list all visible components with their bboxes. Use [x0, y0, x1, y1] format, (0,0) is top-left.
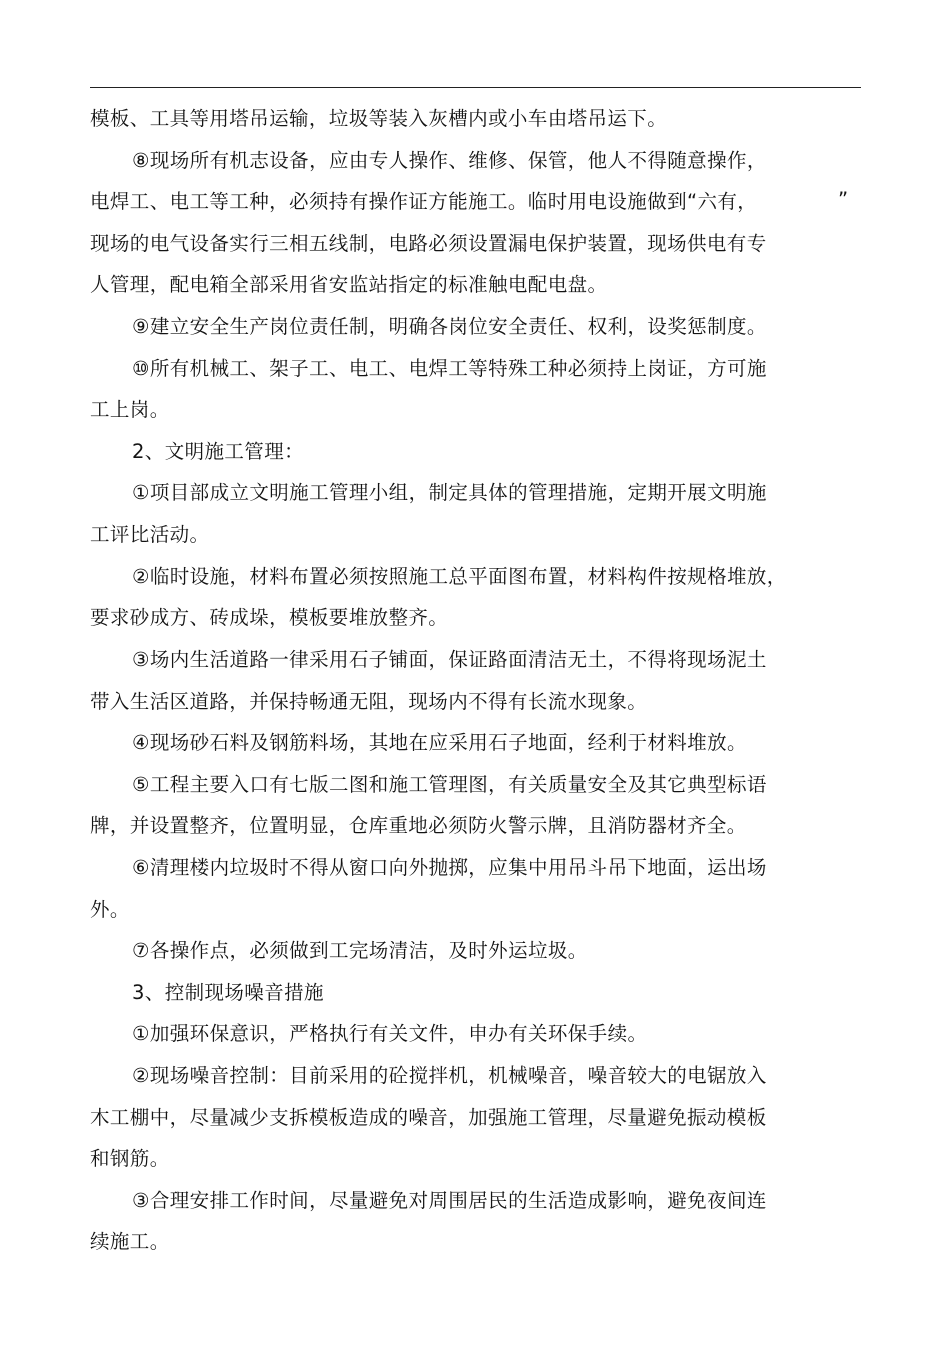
text-line: 人管理，配电箱全部采用省安监站指定的标准触电配电盘。	[90, 273, 608, 296]
text-line: ⑥清理楼内垃圾时不得从窗口向外抛掷，应集中用吊斗吊下地面，运出场	[132, 856, 767, 879]
text-line: ⑤工程主要入口有七版二图和施工管理图，有关质量安全及其它典型标语	[132, 773, 767, 796]
text-line: 牌，并设置整齐，位置明显，仓库重地必须防火警示牌，且消防器材齐全。	[90, 814, 747, 837]
text-line: 工评比活动。	[90, 523, 210, 546]
text-line: 带入生活区道路，并保持畅通无阻，现场内不得有长流水现象。	[90, 690, 648, 713]
text-line: ②现场噪音控制：目前采用的砼搅拌机，机械噪音，噪音较大的电锯放入	[132, 1064, 767, 1087]
text-line: 续施工。	[90, 1230, 170, 1253]
section-heading: 3、控制现场噪音措施	[132, 981, 324, 1004]
text-line: 工上岗。	[90, 398, 170, 421]
text-line: ①项目部成立文明施工管理小组，制定具体的管理措施，定期开展文明施	[132, 481, 767, 504]
text-line: ④现场砂石料及钢筋料场，其地在应采用石子地面，经利于材料堆放。	[132, 731, 747, 754]
text-line: 现场的电气设备实行三相五线制，电路必须设置漏电保护装置，现场供电有专	[90, 232, 767, 255]
text-line: 电焊工、电工等工种，必须持有操作证方能施工。临时用电设施做到“六有，	[90, 190, 758, 213]
text-line: ③合理安排工作时间，尽量避免对周围居民的生活造成影响，避免夜间连	[132, 1189, 767, 1212]
text-line: 和钢筋。	[90, 1147, 170, 1170]
text-line: ⑦各操作点，必须做到工完场清洁，及时外运垃圾。	[132, 939, 588, 962]
text-line: ①加强环保意识，严格执行有关文件，申办有关环保手续。	[132, 1022, 648, 1045]
text-line: 外。	[90, 898, 130, 921]
header-rule	[90, 87, 861, 88]
text-line: 要求砂成方、砖成垛，模板要堆放整齐。	[90, 606, 449, 629]
text-line: 模板、工具等用塔吊运输，垃圾等装入灰槽内或小车由塔吊运下。	[90, 107, 668, 130]
section-heading: 2、文明施工管理：	[132, 440, 305, 463]
text-line: ⑩所有机械工、架子工、电工、电焊工等特殊工种必须持上岗证，方可施	[132, 357, 767, 380]
text-line: ⑨建立安全生产岗位责任制，明确各岗位安全责任、权利，设奖惩制度。	[132, 315, 767, 338]
closing-quote: ”	[838, 188, 849, 211]
text-line: ③场内生活道路一律采用石子铺面，保证路面清洁无土，不得将现场泥土	[132, 648, 767, 671]
text-line: ②临时设施，材料布置必须按照施工总平面图布置，材料构件按规格堆放，	[132, 565, 787, 588]
text-line: ⑧现场所有机志设备，应由专人操作、维修、保管，他人不得随意操作，	[132, 149, 767, 172]
text-line: 木工棚中，尽量减少支拆模板造成的噪音，加强施工管理，尽量避免振动模板	[90, 1106, 767, 1129]
